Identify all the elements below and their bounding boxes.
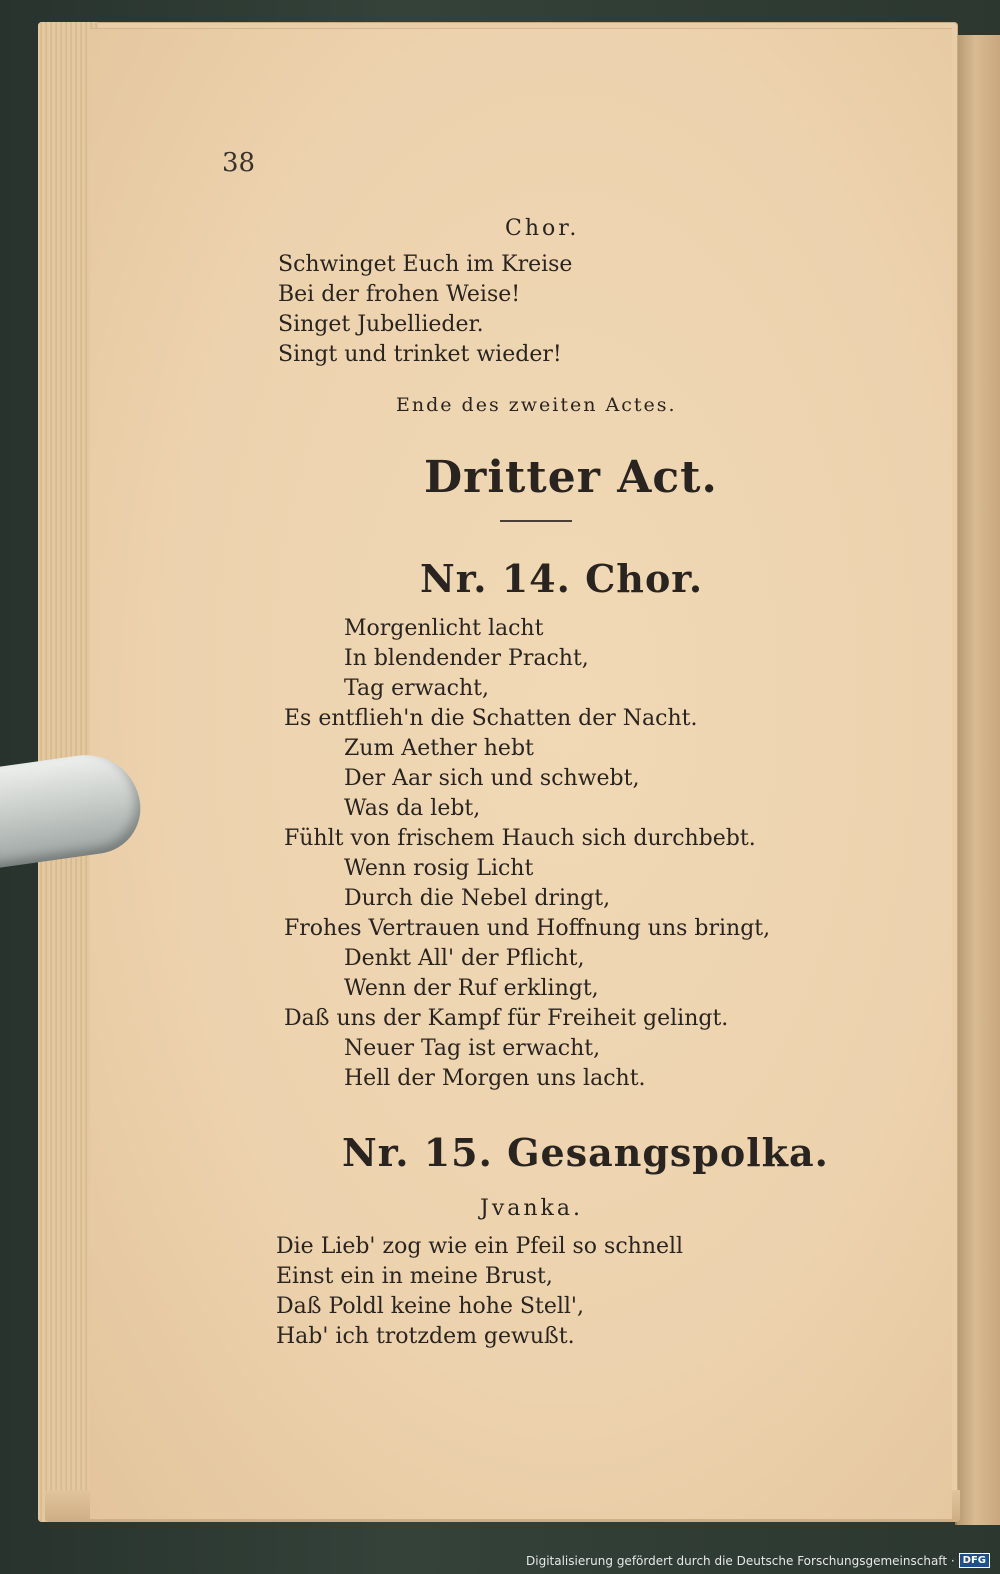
verse-line: Durch die Nebel dringt, xyxy=(344,886,611,911)
digitization-credit xyxy=(526,1553,990,1568)
verse-line: Singet Jubellieder. xyxy=(278,312,484,337)
verse-line: Morgenlicht lacht xyxy=(344,616,544,641)
verse-line: Neuer Tag ist erwacht, xyxy=(344,1036,601,1061)
verse-line: Fühlt von frischem Hauch sich durchbebt. xyxy=(284,826,756,851)
speaker-jvanka: Jvanka. xyxy=(480,1196,583,1221)
page-number: 38 xyxy=(222,148,256,178)
act-heading: Dritter Act. xyxy=(424,452,718,503)
verse-line: Tag erwacht, xyxy=(344,676,489,701)
verse-line: Was da lebt, xyxy=(344,796,481,821)
verse-line: Daß Poldl keine hohe Stell', xyxy=(276,1294,584,1319)
verse-line: Es entflieh'n die Schatten der Nacht. xyxy=(284,706,698,731)
section-heading-15: Nr. 15. Gesangspolka. xyxy=(342,1130,829,1175)
end-of-act-note: Ende des zweiten Actes. xyxy=(396,394,677,416)
verse-line: Denkt All' der Pflicht, xyxy=(344,946,585,971)
verse-line: Hab' ich trotzdem gewußt. xyxy=(276,1324,575,1349)
dfg-logo: DFG xyxy=(959,1553,990,1568)
verse-line: Hell der Morgen uns lacht. xyxy=(344,1066,646,1091)
verse-line: Wenn der Ruf erklingt, xyxy=(344,976,599,1001)
speaker-chor: Chor. xyxy=(505,216,580,241)
verse-line: In blendender Pracht, xyxy=(344,646,589,671)
verse-line: Der Aar sich und schwebt, xyxy=(344,766,640,791)
divider-rule xyxy=(500,520,572,522)
verse-line: Wenn rosig Licht xyxy=(344,856,534,881)
verse-line: Frohes Vertrauen und Hoffnung uns bringt, xyxy=(284,916,771,941)
verse-line: Die Lieb' zog wie ein Pfeil so schnell xyxy=(276,1234,684,1259)
section-heading-14: Nr. 14. Chor. xyxy=(420,556,704,601)
verse-line: Bei der frohen Weise! xyxy=(278,282,521,307)
verse-line: Daß uns der Kampf für Freiheit gelingt. xyxy=(284,1006,729,1031)
verse-line: Schwinget Euch im Kreise xyxy=(278,252,573,277)
verse-line: Zum Aether hebt xyxy=(344,736,534,761)
verse-line: Singt und trinket wieder! xyxy=(278,342,562,367)
facing-page-edge xyxy=(955,35,1000,1525)
credit-text: Digitalisierung gefördert durch die Deutsche Forschungsgemeinschaft · xyxy=(526,1553,955,1568)
verse-line: Einst ein in meine Brust, xyxy=(276,1264,553,1289)
